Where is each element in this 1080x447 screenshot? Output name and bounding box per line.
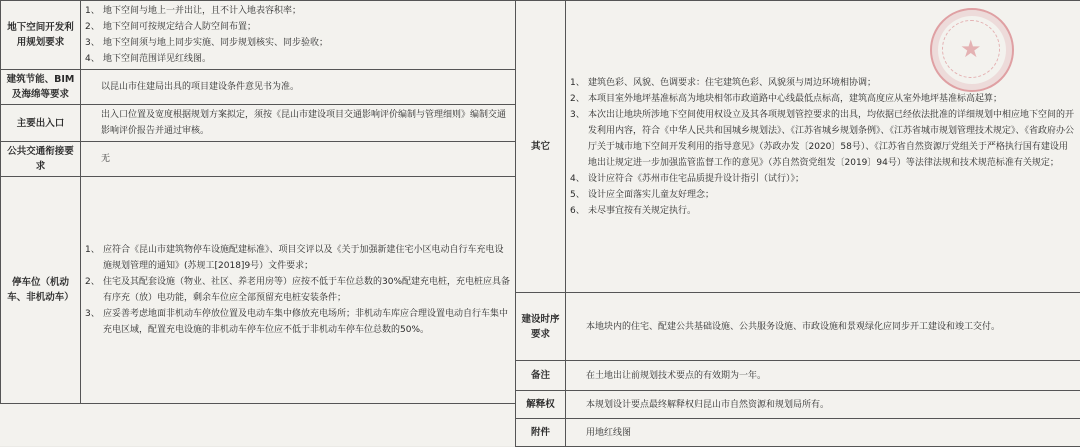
row-note bbox=[516, 361, 1080, 391]
list-item: 2、 地下空间可按规定结合人防空间布置； bbox=[85, 19, 511, 35]
content-rights: 本规划设计要点最终解释权归昆山市自然资源和规划局所有。 bbox=[566, 391, 1080, 419]
row-entrance bbox=[1, 105, 516, 142]
list-item: 3、 应妥善考虑地面非机动车停放位置及电动车集中修放充电场所；非机动车库应合理设置电动自行车集中充电区域，配置充电设施的非机动车停车位应不低于非机动车停车位总数的50%。 bbox=[85, 306, 511, 338]
list-item: 1、 应符合《昆山市建筑物停车设施配建标准》、项目交评以及《关于加强新建住宅小区电动自行车充电设施规划管理的通知》(苏规工[2018]9号）文件要求； bbox=[85, 242, 511, 274]
content-underground bbox=[81, 1, 516, 70]
list-item: 2、 住宅及其配套设施（物业、社区、养老用房等）应按不低于车位总数的30%配建充电桩，充电桩应具备有序充（放）电功能，剩余车位应全部预留充电桩安装条件； bbox=[85, 274, 511, 306]
label-sequence: 建设时序要求 bbox=[516, 293, 566, 361]
row-transit bbox=[1, 142, 516, 177]
list-item: 2、 本项目室外地坪基准标高为地块相邻市政道路中心线最低点标高，建筑高度应从室外地坪基准标高起算； bbox=[570, 91, 1076, 107]
left-requirements-table bbox=[0, 0, 516, 404]
content-parking bbox=[81, 177, 516, 404]
content-note: 在土地出让前规划技术要点的有效期为一年。 bbox=[566, 361, 1080, 391]
content-energy: 以昆山市住建局出具的项目建设条件意见书为准。 bbox=[81, 70, 516, 105]
list-item: 1、 地下空间与地上一并出让，且不计入地表容积率； bbox=[85, 3, 511, 19]
content-attach: 用地红线图 bbox=[566, 419, 1080, 447]
content-transit: 无 bbox=[81, 142, 516, 177]
label-parking: 停车位（机动车、非机动车） bbox=[1, 177, 81, 404]
content-sequence: 本地块内的住宅、配建公共基础设施、公共服务设施、市政设施和景观绿化应同步开工建设和竣工交付。 bbox=[566, 293, 1080, 361]
row-underground bbox=[1, 1, 516, 70]
label-underground: 地下空间开发利用规划要求 bbox=[1, 1, 81, 70]
list-item: 4、 地下空间范围详见红线图。 bbox=[85, 51, 511, 67]
parking-list bbox=[85, 242, 511, 338]
content-entrance: 出入口位置及宽度根据规划方案拟定，须按《昆山市建设项目交通影响评价编制与管理细则》编制交通影响评价报告并通过审核。 bbox=[81, 105, 516, 142]
row-rights bbox=[516, 391, 1080, 419]
label-transit: 公共交通衔接要求 bbox=[1, 142, 81, 177]
underground-list bbox=[85, 3, 511, 67]
list-item: 6、 未尽事宜按有关规定执行。 bbox=[570, 203, 1076, 219]
row-sequence bbox=[516, 293, 1080, 361]
list-item: 5、 设计应全面落实儿童友好理念； bbox=[570, 187, 1076, 203]
official-seal-icon bbox=[930, 8, 1014, 92]
label-attach: 附件 bbox=[516, 419, 566, 447]
list-item: 1、 建筑色彩、风貌、色调要求：住宅建筑色彩、风貌须与周边环境相协调； bbox=[570, 75, 1076, 91]
list-item: 4、 设计应符合《苏州市住宅品质提升设计指引（试行）》； bbox=[570, 171, 1076, 187]
label-note: 备注 bbox=[516, 361, 566, 391]
list-item: 3、 本次出让地块所涉地下空间使用权设立及其各项规划管控要求的出具，均依据已经依法批准的详细规划中相应地下空间的开发利用内容，符合《中华人民共和国城乡规划法》、《江苏省城乡规划条例》、《江苏省城市规划管理技术规定》、《省政府办公厅关于城市地下空间开发利用的指导意见》（苏政办发〔2020〕58号）、《江苏省自然资源厅党组关于严格执行国有建设用地出让规定进一步加强监管监督工作的意见》（苏自然资党组发〔2019〕94号）等法律法规和技术规范标准有关规定； bbox=[570, 107, 1076, 171]
label-entrance: 主要出入口 bbox=[1, 105, 81, 142]
row-energy bbox=[1, 70, 516, 105]
row-attach bbox=[516, 419, 1080, 447]
other-list bbox=[570, 75, 1076, 219]
row-parking bbox=[1, 177, 516, 404]
label-rights: 解释权 bbox=[516, 391, 566, 419]
label-energy: 建筑节能、BIM及海绵等要求 bbox=[1, 70, 81, 105]
star-icon: ★ bbox=[960, 35, 982, 63]
list-item: 3、 地下空间须与地上同步实施、同步规划核实、同步验收； bbox=[85, 35, 511, 51]
label-other: 其它 bbox=[516, 1, 566, 293]
